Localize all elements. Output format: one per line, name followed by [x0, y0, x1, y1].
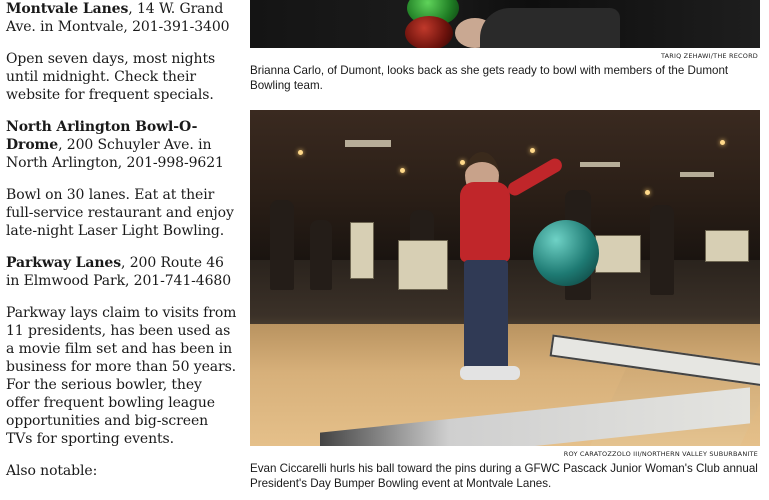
ceiling-light: [530, 148, 535, 153]
ball-return-machine: [595, 235, 641, 273]
photo-caption-top: Brianna Carlo, of Dumont, looks back as she gets ready to bowl with members of the Dumont Bowling team.: [250, 64, 729, 92]
photo-caption-main: Evan Ciccarelli hurls his ball toward the pins during a GFWC Pascack Junior Woman's Club annual President's Day Bumper Bowling event at Montvale Lanes.: [250, 462, 758, 490]
also-notable-label: Also notable:: [6, 463, 98, 479]
venue-address: , 200 Schuyler Ave. in North Arlington, 201-998-9621: [6, 137, 224, 171]
venue-description: Open seven days, most nights until midnight. Check their website for frequent specials.: [6, 51, 216, 103]
bowling-ball-teal: [533, 220, 599, 286]
venue-name: Montvale Lanes: [6, 1, 129, 17]
boy-jeans: [464, 260, 508, 370]
boy-red-shirt: [460, 182, 510, 262]
ceiling-light-panel: [580, 162, 620, 167]
ball-return-machine: [398, 240, 448, 290]
spectator: [270, 200, 294, 290]
spectator: [310, 220, 332, 290]
ceiling-light-panel: [680, 172, 714, 177]
venue-parkway: [6, 254, 238, 290]
spectator: [650, 205, 674, 295]
venue-name: Parkway Lanes: [6, 255, 122, 271]
ceiling-light: [298, 150, 303, 155]
ceiling-light: [400, 168, 405, 173]
photo-credit-top: TARIQ ZEHAWI/THE RECORD: [660, 52, 758, 60]
ceiling-light: [720, 140, 725, 145]
boy-shoes: [460, 366, 520, 380]
ceiling-light: [460, 160, 465, 165]
photo-credit-main: ROY CARATOZZOLO III/NORTHERN VALLEY SUBURBANITE: [563, 450, 758, 458]
venue-address: , 200 Route 46 in Elmwood Park, 201-741-4680: [6, 255, 232, 289]
ball-return-machine: [350, 222, 374, 279]
ceiling-light-panel: [345, 140, 391, 147]
photo-bowler-dumont: [250, 0, 760, 48]
photo-bumper-bowling: [250, 110, 760, 446]
bowling-ball-red: [405, 16, 453, 48]
article-column: [6, 0, 238, 494]
ball-return-machine: [705, 230, 749, 262]
ceiling-light: [645, 190, 650, 195]
venue-north-arlington: [6, 118, 238, 172]
venue-description: Parkway lays claim to visits from 11 presidents, has been used as a movie film set and has been in business for more than 50 years. For the serious bowler, they offer frequent bowling league opportunities and big-screen TVs for sporting events.: [6, 305, 237, 447]
venue-description: Bowl on 30 lanes. Eat at their full-service restaurant and enjoy late-night Laser Light Bowling.: [6, 187, 234, 239]
arm: [480, 8, 620, 48]
venue-name: North Arlington Bowl-O-Drome: [6, 119, 198, 153]
venue-address: , 14 W. Grand Ave. in Montvale, 201-391-3400: [6, 1, 230, 35]
venue-montvale: [6, 0, 238, 36]
